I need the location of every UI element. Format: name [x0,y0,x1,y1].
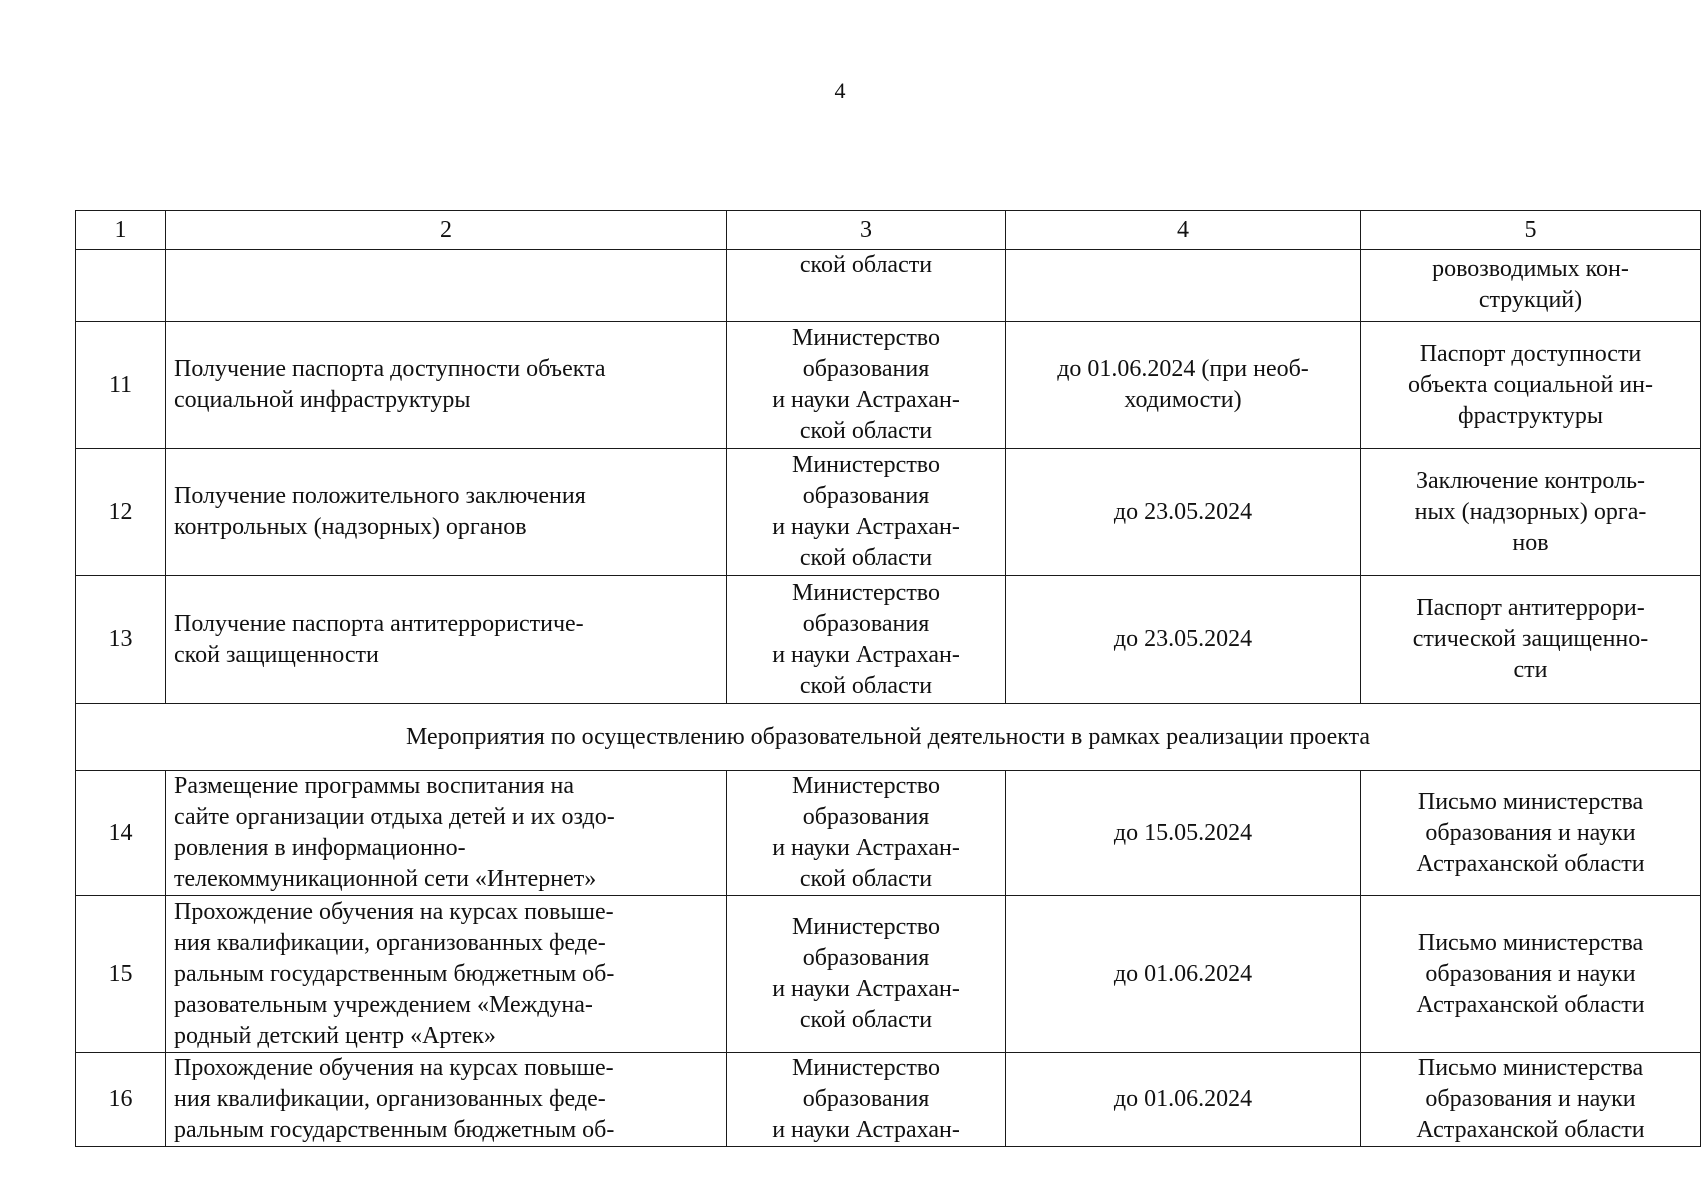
section-row [76,704,1701,771]
result-cell: Письмо министерства образования и науки Астраханской области [1361,771,1701,896]
row-number: 12 [76,449,166,576]
table-row [76,771,1701,896]
table-cell [1006,250,1361,322]
table-cell [76,250,166,322]
header-col-2: 2 [166,211,727,250]
section-title: Мероприятия по осуществлению образовательной деятельности в рамках реализации проекта [76,704,1701,771]
responsible-cell: Министерство образования и науки Астрахан- ской области [727,771,1006,896]
header-col-4: 4 [1006,211,1361,250]
activity-cell: Прохождение обучения на курсах повыше- ния квалификации, организованных феде- ральным государственным бюджетным об- разовательным учреждением «Междуна- родный детский центр «Артек» [166,896,727,1053]
result-cell: Письмо министерства образования и науки Астраханской области [1361,1053,1701,1147]
table-header-row [76,211,1701,250]
activity-cell: Получение паспорта антитеррористиче- ской защищенности [166,576,727,704]
responsible-cell: Министерство образования и науки Астрахан- ской области [727,896,1006,1053]
continuation-row [76,250,1701,322]
row-number: 14 [76,771,166,896]
responsible-cell: Министерство образования и науки Астрахан- ской области [727,322,1006,449]
table-row [76,576,1701,704]
result-cell: Паспорт антитеррори- стической защищенно- сти [1361,576,1701,704]
header-col-5: 5 [1361,211,1701,250]
table-row [76,322,1701,449]
result-cell: Заключение контроль- ных (надзорных) орга- нов [1361,449,1701,576]
activity-cell: Получение паспорта доступности объекта социальной инфраструктуры [166,322,727,449]
header-col-1: 1 [76,211,166,250]
table-row [76,1053,1701,1147]
responsible-cell: Министерство образования и науки Астрахан- [727,1053,1006,1147]
result-cell: ровозводимых кон- струкций) [1361,250,1701,322]
plan-table [75,210,1701,1147]
deadline-cell: до 01.06.2024 (при необ- ходимости) [1006,322,1361,449]
table-row [76,449,1701,576]
activity-cell: Получение положительного заключения контрольных (надзорных) органов [166,449,727,576]
row-number: 16 [76,1053,166,1147]
header-col-3: 3 [727,211,1006,250]
row-number: 11 [76,322,166,449]
activity-cell: Прохождение обучения на курсах повыше- ния квалификации, организованных феде- ральным государственным бюджетным об- [166,1053,727,1147]
row-number: 15 [76,896,166,1053]
responsible-cell: Министерство образования и науки Астрахан- ской области [727,449,1006,576]
table-row [76,896,1701,1053]
responsible-cell: ской области [727,250,1006,322]
result-cell: Паспорт доступности объекта социальной ин- фраструктуры [1361,322,1701,449]
page-number: 4 [834,78,846,103]
activity-cell: Размещение программы воспитания на сайте организации отдыха детей и их оздо- ровления в информационно- телекоммуникационной сети «Интернет» [166,771,727,896]
responsible-cell: Министерство образования и науки Астрахан- ской области [727,576,1006,704]
deadline-cell: до 01.06.2024 [1006,1053,1361,1147]
result-cell: Письмо министерства образования и науки Астраханской области [1361,896,1701,1053]
row-number: 13 [76,576,166,704]
deadline-cell: до 15.05.2024 [1006,771,1361,896]
deadline-cell: до 23.05.2024 [1006,449,1361,576]
table-cell [166,250,727,322]
deadline-cell: до 23.05.2024 [1006,576,1361,704]
deadline-cell: до 01.06.2024 [1006,896,1361,1053]
